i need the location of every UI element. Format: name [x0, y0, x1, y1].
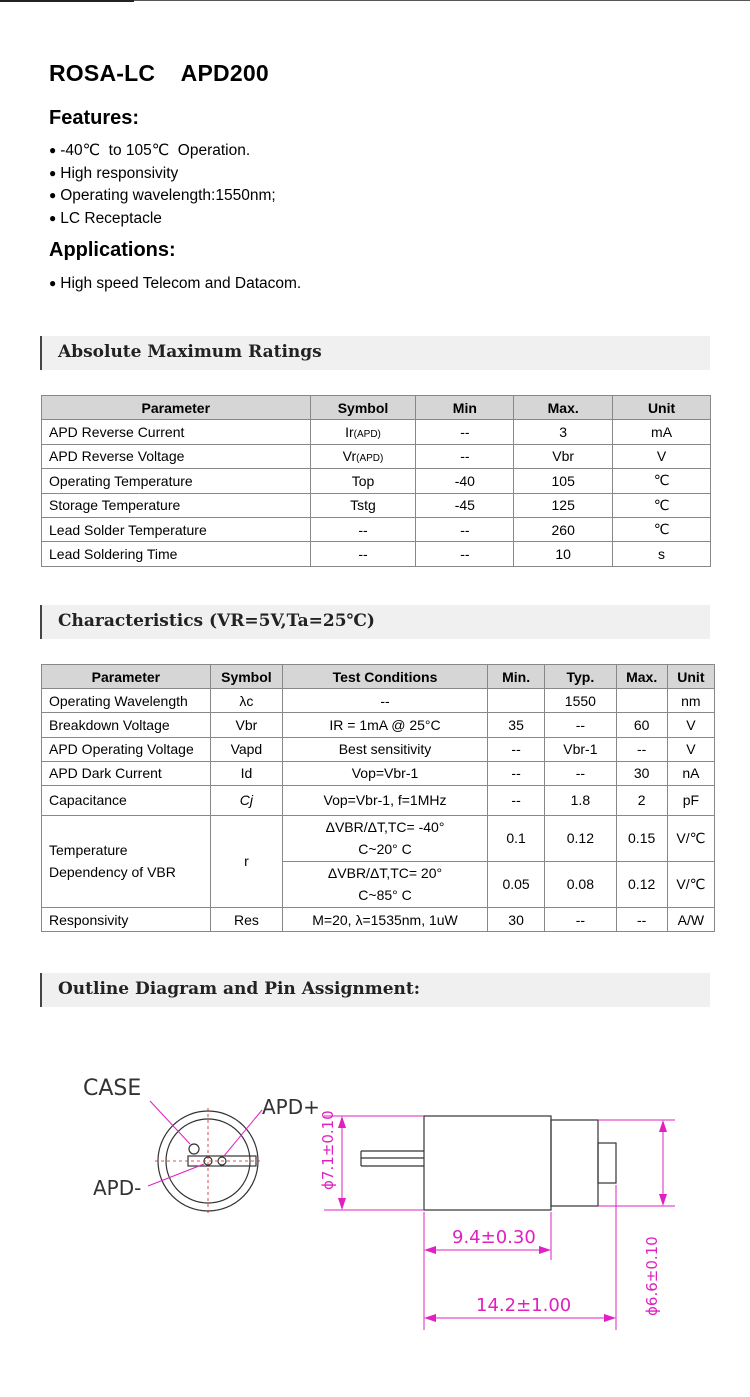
- apd-minus-leader: [148, 1164, 204, 1186]
- max-cell: --: [616, 907, 667, 931]
- col-header: Test Conditions: [283, 665, 488, 689]
- case-label: CASE: [83, 1076, 142, 1101]
- min-cell: 0.05: [487, 861, 544, 907]
- symbol-text: Vr: [342, 448, 357, 465]
- condition-cell: [283, 861, 488, 907]
- unit-cell: nA: [667, 761, 714, 785]
- min-cell: -40: [416, 469, 514, 493]
- max-cell: 3: [514, 420, 613, 444]
- arrowhead: [338, 1116, 346, 1128]
- applications-heading: Applications:: [49, 239, 176, 261]
- max-cell: 260: [514, 517, 613, 541]
- dim-71-label: ϕ7.1±0.10: [319, 1110, 337, 1190]
- apd-minus-label: APD-: [93, 1176, 142, 1200]
- typ-cell: --: [545, 761, 616, 785]
- table-row: [42, 493, 711, 517]
- unit-cell: V: [667, 737, 714, 761]
- applications-list: [49, 273, 301, 296]
- min-cell: [487, 689, 544, 713]
- unit-cell: mA: [613, 420, 711, 444]
- typ-cell: --: [545, 907, 616, 931]
- typ-cell: 0.08: [545, 861, 616, 907]
- side-view: [361, 1116, 616, 1210]
- col-header: Max.: [616, 665, 667, 689]
- max-cell: 0.12: [616, 861, 667, 907]
- param-cell: Operating Temperature: [42, 469, 311, 493]
- typ-cell: Vbr-1: [545, 737, 616, 761]
- param-line: Dependency of VBR: [49, 864, 176, 881]
- typ-cell: 0.12: [545, 815, 616, 861]
- condition-cell: --: [283, 689, 488, 713]
- table-row: [42, 815, 715, 861]
- unit-cell: ℃: [613, 469, 711, 493]
- table-row: [42, 713, 715, 737]
- param-cell: Capacitance: [42, 785, 211, 815]
- col-header: Min.: [487, 665, 544, 689]
- typ-cell: 1550: [545, 689, 616, 713]
- min-cell: 35: [487, 713, 544, 737]
- symbol-cell: Res: [210, 907, 282, 931]
- param-cell: APD Reverse Current: [42, 420, 311, 444]
- ferrule: [598, 1143, 616, 1183]
- param-cell: Storage Temperature: [42, 493, 311, 517]
- symbol-cell: Top: [310, 469, 416, 493]
- table-row: [42, 737, 715, 761]
- outline-diagram: [0, 1040, 750, 1340]
- table-row: [42, 444, 711, 468]
- max-cell: 105: [514, 469, 613, 493]
- symbol-cell: Vbr: [210, 713, 282, 737]
- col-header: Parameter: [42, 665, 211, 689]
- section-header-outline: [40, 973, 710, 1007]
- page-title: ROSA-LC APD200: [49, 60, 269, 86]
- max-cell: 0.15: [616, 815, 667, 861]
- min-cell: --: [416, 444, 514, 468]
- unit-cell: A/W: [667, 907, 714, 931]
- min-cell: --: [416, 517, 514, 541]
- unit-cell: nm: [667, 689, 714, 713]
- symbol-text: Ir: [345, 424, 354, 441]
- arrowhead: [659, 1194, 667, 1206]
- max-cell: 10: [514, 542, 613, 566]
- symbol-cell: [310, 420, 416, 444]
- typ-cell: --: [545, 713, 616, 737]
- list-item: ● LC Receptacle: [49, 208, 276, 231]
- max-cell: Vbr: [514, 444, 613, 468]
- table-row: [42, 517, 711, 541]
- section-title: Outline Diagram and Pin Assignment:: [58, 979, 421, 999]
- arrowhead: [539, 1246, 551, 1254]
- table-row: [42, 785, 715, 815]
- min-cell: 30: [487, 907, 544, 931]
- top-rule-accent: [0, 0, 134, 2]
- max-cell: 30: [616, 761, 667, 785]
- unit-cell: V: [613, 444, 711, 468]
- table-row: [42, 689, 715, 713]
- min-cell: --: [416, 420, 514, 444]
- list-item: ● High responsivity: [49, 163, 276, 186]
- col-header: Unit: [667, 665, 714, 689]
- apd-plus-label: APD+: [262, 1095, 320, 1119]
- arrowhead: [424, 1314, 436, 1322]
- body: [424, 1116, 551, 1210]
- min-cell: --: [416, 542, 514, 566]
- condition-cell: M=20, λ=1535nm, 1uW: [283, 907, 488, 931]
- param-cell: [42, 815, 211, 907]
- features-list: [49, 140, 276, 230]
- section-header-amr: [40, 336, 710, 370]
- symbol-cell: Cj: [210, 785, 282, 815]
- dim-66-label: ϕ6.6±0.10: [643, 1236, 661, 1316]
- arrowheads: [338, 1116, 667, 1322]
- absolute-max-ratings-table: [41, 395, 711, 567]
- param-cell: APD Dark Current: [42, 761, 211, 785]
- unit-cell: ℃: [613, 517, 711, 541]
- param-cell: Operating Wavelength: [42, 689, 211, 713]
- symbol-cell: [310, 444, 416, 468]
- condition-line: ΔVBR/ΔT,TC= 20°: [327, 865, 443, 882]
- symbol-cell: r: [210, 815, 282, 907]
- section-header-characteristics: [40, 605, 710, 639]
- max-cell: 60: [616, 713, 667, 737]
- max-cell: --: [616, 737, 667, 761]
- min-cell: --: [487, 737, 544, 761]
- condition-cell: IR = 1mA @ 25°C: [283, 713, 488, 737]
- unit-cell: s: [613, 542, 711, 566]
- list-item: ● -40℃ to 105℃ Operation.: [49, 140, 276, 163]
- param-cell: Lead Soldering Time: [42, 542, 311, 566]
- symbol-cell: --: [310, 517, 416, 541]
- list-item: ● Operating wavelength:1550nm;: [49, 185, 276, 208]
- symbol-cell: Tstg: [310, 493, 416, 517]
- condition-cell: Vop=Vbr-1: [283, 761, 488, 785]
- min-cell: --: [487, 761, 544, 785]
- unit-cell: V/℃: [667, 815, 714, 861]
- list-item: ● High speed Telecom and Datacom.: [49, 273, 301, 296]
- table-row: [42, 761, 715, 785]
- receptacle: [551, 1120, 598, 1206]
- section-title: Absolute Maximum Ratings: [58, 342, 322, 362]
- table-row: [42, 542, 711, 566]
- symbol-subscript: (APD): [356, 453, 384, 465]
- col-header: Unit: [613, 396, 711, 420]
- symbol-subscript: (APD): [353, 429, 381, 441]
- symbol-cell: Id: [210, 761, 282, 785]
- callouts: [148, 1101, 262, 1186]
- arrowhead: [424, 1246, 436, 1254]
- arrowhead: [338, 1198, 346, 1210]
- symbol-cell: λc: [210, 689, 282, 713]
- col-header: Typ.: [545, 665, 616, 689]
- symbol-cell: Vapd: [210, 737, 282, 761]
- max-cell: [616, 689, 667, 713]
- param-line: Temperature: [49, 842, 128, 859]
- characteristics-table: [41, 664, 715, 932]
- section-title: Characteristics (VR=5V,Ta=25℃): [58, 611, 375, 631]
- table-row: [42, 469, 711, 493]
- dim-94-label: 9.4±0.30: [452, 1227, 536, 1248]
- table-row: [42, 420, 711, 444]
- max-cell: 125: [514, 493, 613, 517]
- condition-line: ΔVBR/ΔT,TC= -40°: [325, 819, 445, 836]
- unit-cell: ℃: [613, 493, 711, 517]
- condition-line: C~85° C: [358, 887, 412, 904]
- features-heading: Features:: [49, 107, 140, 129]
- arrowhead: [604, 1314, 616, 1322]
- max-cell: 2: [616, 785, 667, 815]
- arrowhead: [659, 1120, 667, 1132]
- typ-cell: 1.8: [545, 785, 616, 815]
- param-cell: Lead Solder Temperature: [42, 517, 311, 541]
- unit-cell: V: [667, 713, 714, 737]
- condition-cell: [283, 815, 488, 861]
- col-header: Max.: [514, 396, 613, 420]
- min-cell: 0.1: [487, 815, 544, 861]
- param-cell: APD Operating Voltage: [42, 737, 211, 761]
- col-header: Symbol: [310, 396, 416, 420]
- col-header: Min: [416, 396, 514, 420]
- param-cell: Breakdown Voltage: [42, 713, 211, 737]
- col-header: Parameter: [42, 396, 311, 420]
- col-header: Symbol: [210, 665, 282, 689]
- unit-cell: V/℃: [667, 861, 714, 907]
- case-pin: [189, 1144, 199, 1154]
- condition-cell: Vop=Vbr-1, f=1MHz: [283, 785, 488, 815]
- condition-line: C~20° C: [358, 841, 412, 858]
- min-cell: --: [487, 785, 544, 815]
- case-leader: [150, 1101, 190, 1144]
- param-cell: APD Reverse Voltage: [42, 444, 311, 468]
- dim-142-label: 14.2±1.00: [476, 1295, 572, 1316]
- table-row: [42, 907, 715, 931]
- unit-cell: pF: [667, 785, 714, 815]
- min-cell: -45: [416, 493, 514, 517]
- condition-cell: Best sensitivity: [283, 737, 488, 761]
- param-cell: Responsivity: [42, 907, 211, 931]
- symbol-cell: --: [310, 542, 416, 566]
